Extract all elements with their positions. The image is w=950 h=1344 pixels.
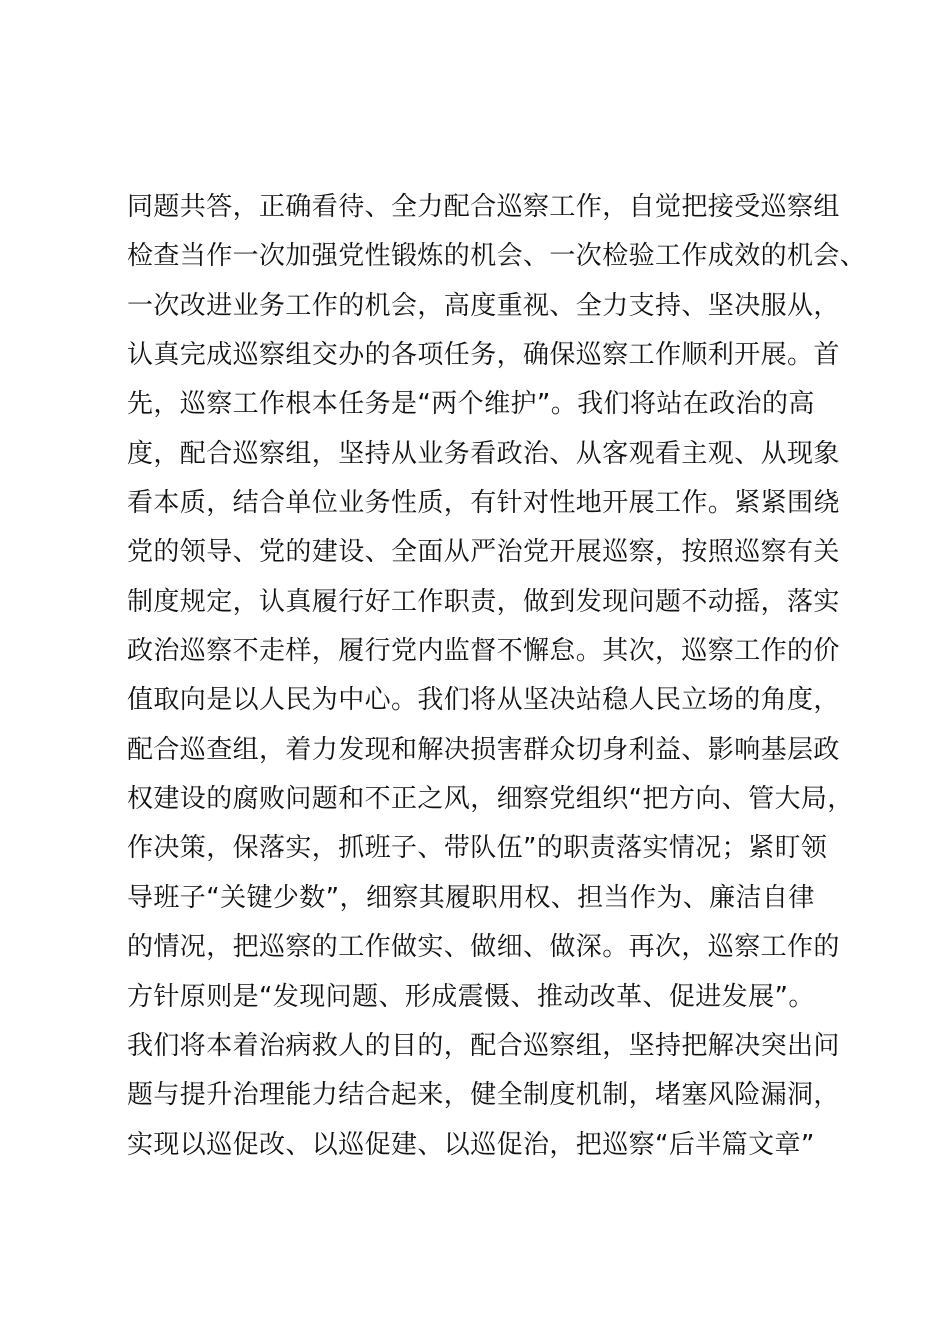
text-line-5: 先，巡察工作根本任务是“两个维护”。我们将站在政治的高 bbox=[127, 389, 815, 420]
text-line-2: 检查当作一次加强党性锻炼的机会、一次检验工作成效的机会、 bbox=[127, 241, 867, 272]
text-line-16: 的情况，把巡察的工作做实、做细、做深。再次，巡察工作的 bbox=[127, 932, 840, 963]
text-line-18: 我们将本着治病救人的目的，配合巡察组，坚持把解决突出问 bbox=[127, 1030, 840, 1061]
text-line-9: 制度规定，认真履行好工作职责，做到发现问题不动摇，落实 bbox=[127, 586, 840, 617]
text-line-6: 度，配合巡察组，坚持从业务看政治、从客观看主观、从现象 bbox=[127, 438, 840, 469]
text-line-4: 认真完成巡察组交办的各项任务，确保巡察工作顺利开展。首 bbox=[127, 340, 840, 371]
text-line-14: 作决策，保落实，抓班子、带队伍”的职责落实情况；紧盯领 bbox=[127, 833, 828, 864]
text-line-19: 题与提升治理能力结合起来，健全制度机制，堵塞风险漏洞， bbox=[127, 1080, 840, 1111]
text-line-12: 配合巡查组，着力发现和解决损害群众切身利益、影响基层政 bbox=[127, 734, 840, 765]
text-line-17: 方针原则是“发现问题、形成震慑、推动改革、促进发展”。 bbox=[127, 981, 815, 1012]
text-line-15: 导班子“关键少数”，细察其履职用权、担当作为、廉洁自律 bbox=[127, 882, 815, 913]
text-line-8: 党的领导、党的建设、全面从严治党开展巡察，按照巡察有关 bbox=[127, 537, 840, 568]
text-line-7: 看本质，结合单位业务性质，有针对性地开展工作。紧紧围绕 bbox=[127, 488, 840, 519]
body-paragraph bbox=[127, 183, 867, 1170]
text-line-11: 值取向是以人民为中心。我们将从坚决站稳人民立场的角度， bbox=[127, 685, 840, 716]
text-line-10: 政治巡察不走样，履行党内监督不懈怠。其次，巡察工作的价 bbox=[127, 636, 840, 667]
text-line-20: 实现以巡促改、以巡促建、以巡促治，把巡察“后半篇文章” bbox=[127, 1129, 815, 1160]
text-line-3: 一次改进业务工作的机会，高度重视、全力支持、坚决服从， bbox=[127, 290, 840, 321]
text-line-13: 权建设的腐败问题和不正之风，细察党组织“把方向、管大局， bbox=[127, 784, 854, 815]
text-line-1: 同题共答，正确看待、全力配合巡察工作，自觉把接受巡察组 bbox=[127, 192, 840, 222]
